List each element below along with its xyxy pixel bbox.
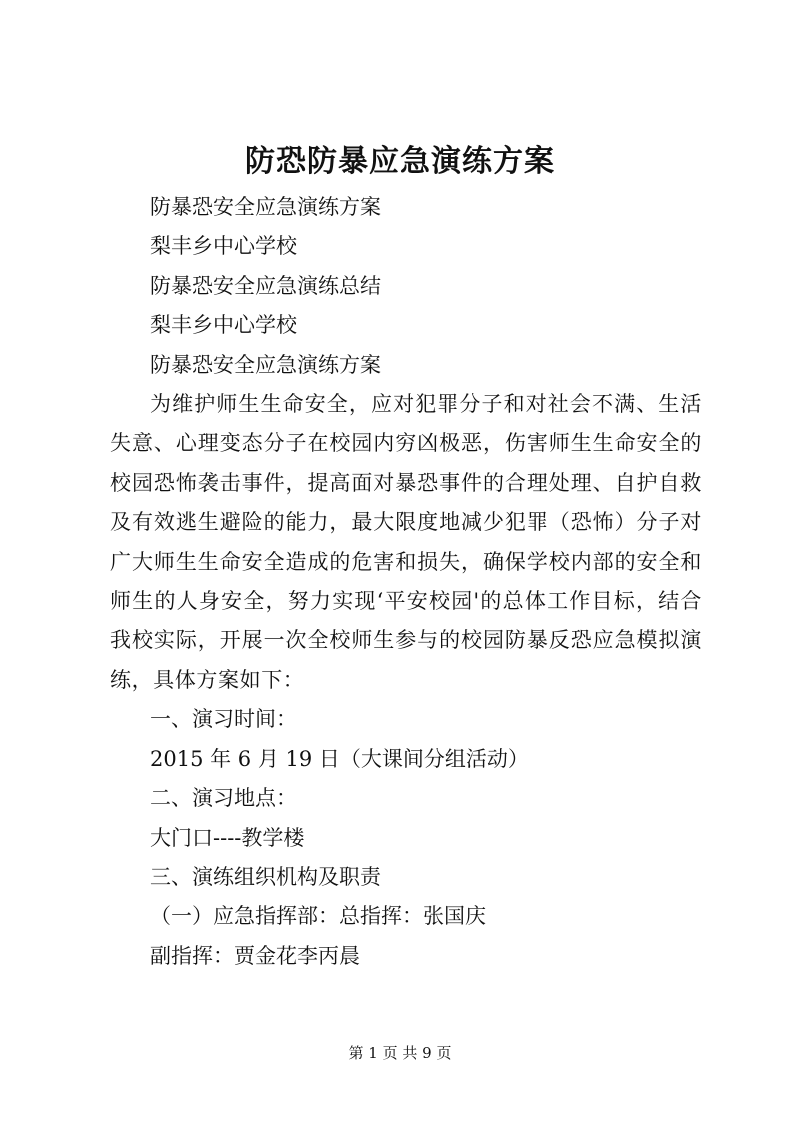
exercise-date: 2015 年 6 月 19 日（大课间分组活动） bbox=[150, 746, 529, 771]
heading-line-1: 防暴恐安全应急演练方案 bbox=[150, 195, 381, 219]
school-name-line-2: 梨丰乡中心学校 bbox=[150, 313, 297, 338]
intro-paragraph: 为维护师生生命安全，应对犯罪分子和对社会不满、生活失意、心理变态分子在校园内穷凶极恶，伤害师生生命安全的校园恐怖袭击事件，提高面对暴恐事件的合理处理、自护自救及有效逃生避险的能力，最大限度地减少犯罪（恐怖）分子对广大师生生命安全造成的危害和损失，确保学校内部的安全和师生的人身安全，努力实现‘平安校园'的总体工作目标，结合我校实际，开展一次全校师生参与的校园防暴反恐应急模拟演练，具体方案如下： bbox=[110, 392, 702, 692]
school-name-line-1: 梨丰乡中心学校 bbox=[150, 234, 297, 259]
heading-line-3: 防暴恐安全应急演练方案 bbox=[150, 352, 381, 377]
document-title: 防恐防暴应急演练方案 bbox=[245, 144, 555, 179]
section-exercise-location: 二、演习地点： bbox=[150, 786, 297, 811]
page-number-footer: 第 1 页 共 9 页 bbox=[348, 1044, 452, 1062]
document-body bbox=[110, 188, 702, 976]
heading-line-2: 防暴恐安全应急演练总结 bbox=[150, 273, 381, 298]
section-organization: 三、演练组织机构及职责 bbox=[150, 864, 381, 889]
exercise-location: 大门口----教学楼 bbox=[150, 825, 305, 850]
section-exercise-time: 一、演习时间： bbox=[150, 707, 297, 732]
deputy-commanders: 副指挥：贾金花李丙晨 bbox=[150, 943, 360, 968]
command-headquarters: （一）应急指挥部：总指挥：张国庆 bbox=[150, 904, 486, 929]
